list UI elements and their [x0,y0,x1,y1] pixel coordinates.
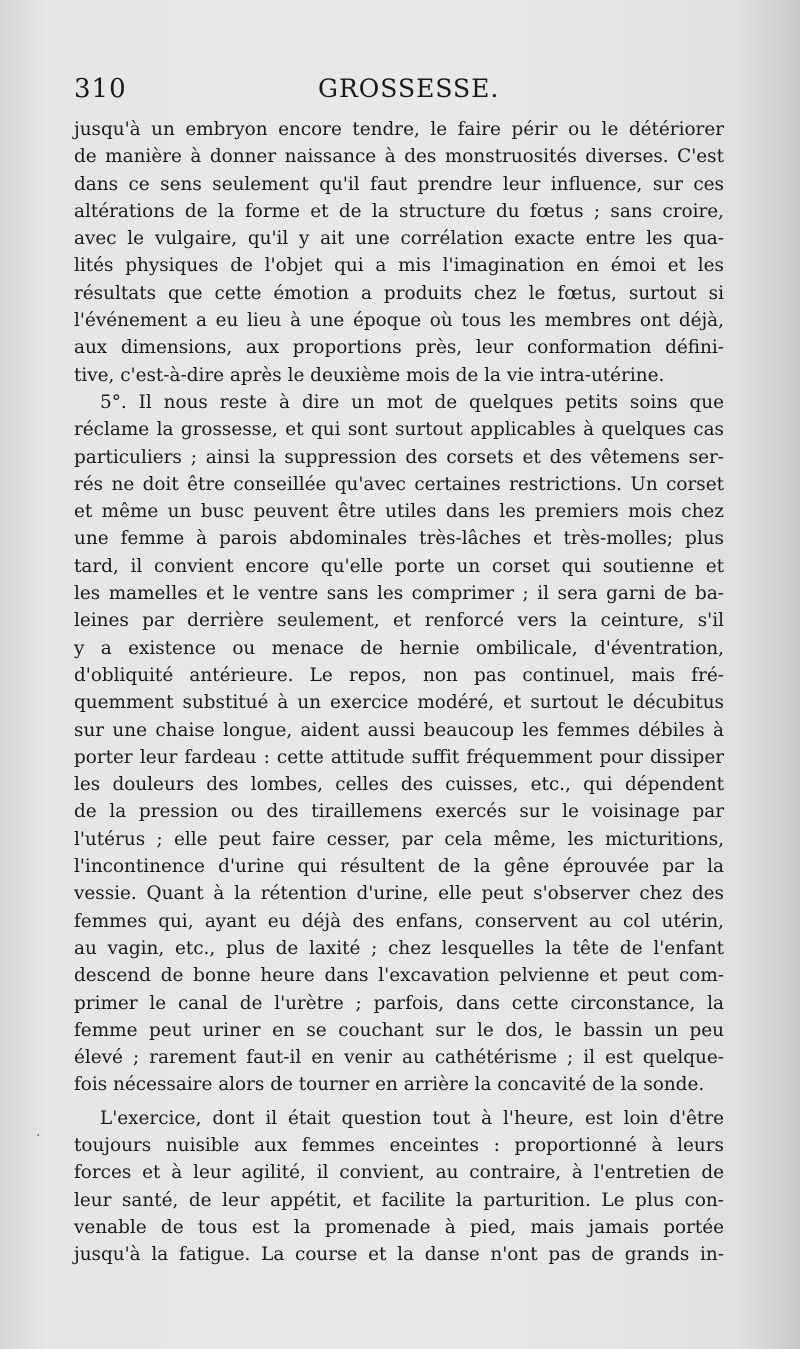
text-line: jusqu'à un embryon encore tendre, le faire périr ou le détériorer [74,119,724,140]
text-line: 5°. Il nous reste à dire un mot de quelques petits soins que [100,391,724,413]
text-line: altérations de la forme et de la structure du fœtus ; sans croire, [74,200,724,222]
text-line: quemment substitué à un exercice modéré, et surtout le décubitus [74,692,724,714]
text-line: lités physiques de l'objet qui a mis l'imagination en émoi et les [74,255,724,277]
text-line: l'événement a eu lieu à une époque où tous les membres ont déjà, [74,310,724,332]
text-line: sur une chaise longue, aident aussi beaucoup les femmes débiles à [74,719,724,741]
text-line: élevé ; rarement faut-il en venir au cathétérisme ; il est quelque- [74,1047,724,1069]
text-line: vessie. Quant à la rétention d'urine, elle peut s'observer chez des [74,883,724,905]
text-line: résultats que cette émotion a produits chez le fœtus, surtout si [74,282,724,304]
paragraph [74,389,724,1099]
text-line: descend de bonne heure dans l'excavation pelvienne et peut com- [74,965,724,987]
text-line: l'incontinence d'urine qui résultent de la gêne éprouvée par la [74,856,724,878]
text-line: au vagin, etc., plus de laxité ; chez lesquelles la tête de l'enfant [74,937,724,959]
text-line: y a existence ou menace de hernie ombilicale, d'éventration, [74,637,724,659]
text-line: femmes qui, ayant eu déjà des enfans, conservent au col utérin, [74,910,724,932]
page-header [74,74,724,108]
page-number: 310 [74,74,127,104]
paragraph [74,1105,724,1269]
text-line: rés ne doit être conseillée qu'avec certaines restrictions. Un corset [74,473,724,495]
text-line: les douleurs des lombes, celles des cuisses, etc., qui dépendent [74,774,724,796]
text-line: jusqu'à la fatigue. La course et la danse n'ont pas de grands in- [74,1244,724,1266]
margin-mark: · [36,1128,41,1144]
text-line: réclame la grossesse, et qui sont surtout applicables à quelques cas [74,419,724,441]
text-line: tive, c'est-à-dire après le deuxième mois de la vie intra-utérine. [74,364,665,386]
text-line: femme peut uriner en se couchant sur le dos, le bassin un peu [74,1019,724,1041]
text-line: les mamelles et le ventre sans les comprimer ; il sera garni de ba- [74,583,724,605]
text-line: leur santé, de leur appétit, et facilite la parturition. Le plus con- [74,1189,724,1211]
text-line: fois nécessaire alors de tourner en arrière la concavité de la sonde. [74,1074,705,1096]
text-line: l'utérus ; elle peut faire cesser, par cela même, les micturitions, [74,828,724,850]
text-line: porter leur fardeau : cette attitude suffit fréquemment pour dissiper [74,746,724,768]
text-line: tard, il convient encore qu'elle porte un corset qui soutienne et [74,555,724,577]
text-line: de manière à donner naissance à des monstruosités diverses. C'est [74,146,724,168]
paragraph [74,116,724,389]
text-line: particuliers ; ainsi la suppression des corsets et des vêtemens ser- [74,446,724,468]
text-line: aux dimensions, aux proportions près, leur conformation défini- [74,337,724,359]
text-line: une femme à parois abdominales très-lâches et très-molles; plus [74,528,724,550]
body-text [74,116,724,1268]
text-line: de la pression ou des tiraillemens exercés sur le voisinage par [74,801,724,823]
text-line: toujours nuisible aux femmes enceintes : proportionné à leurs [74,1134,724,1156]
text-line: primer le canal de l'urètre ; parfois, dans cette circonstance, la [74,992,724,1014]
text-line: venable de tous est la promenade à pied, mais jamais portée [74,1216,724,1238]
text-line: dans ce sens seulement qu'il faut prendre leur influence, sur ces [74,173,724,195]
running-title: GROSSESSE. [318,74,500,103]
text-line: forces et à leur agilité, il convient, au contraire, à l'entretien de [74,1162,724,1184]
text-line: L'exercice, dont il était question tout à l'heure, est loin d'être [100,1107,724,1129]
text-line: avec le vulgaire, qu'il y ait une corrélation exacte entre les qua- [74,228,724,250]
text-line: leines par derrière seulement, et renforcé vers la ceinture, s'il [74,610,724,632]
text-line: et même un busc peuvent être utiles dans les premiers mois chez [74,501,724,523]
text-line: d'obliquité antérieure. Le repos, non pas continuel, mais fré- [74,664,724,686]
